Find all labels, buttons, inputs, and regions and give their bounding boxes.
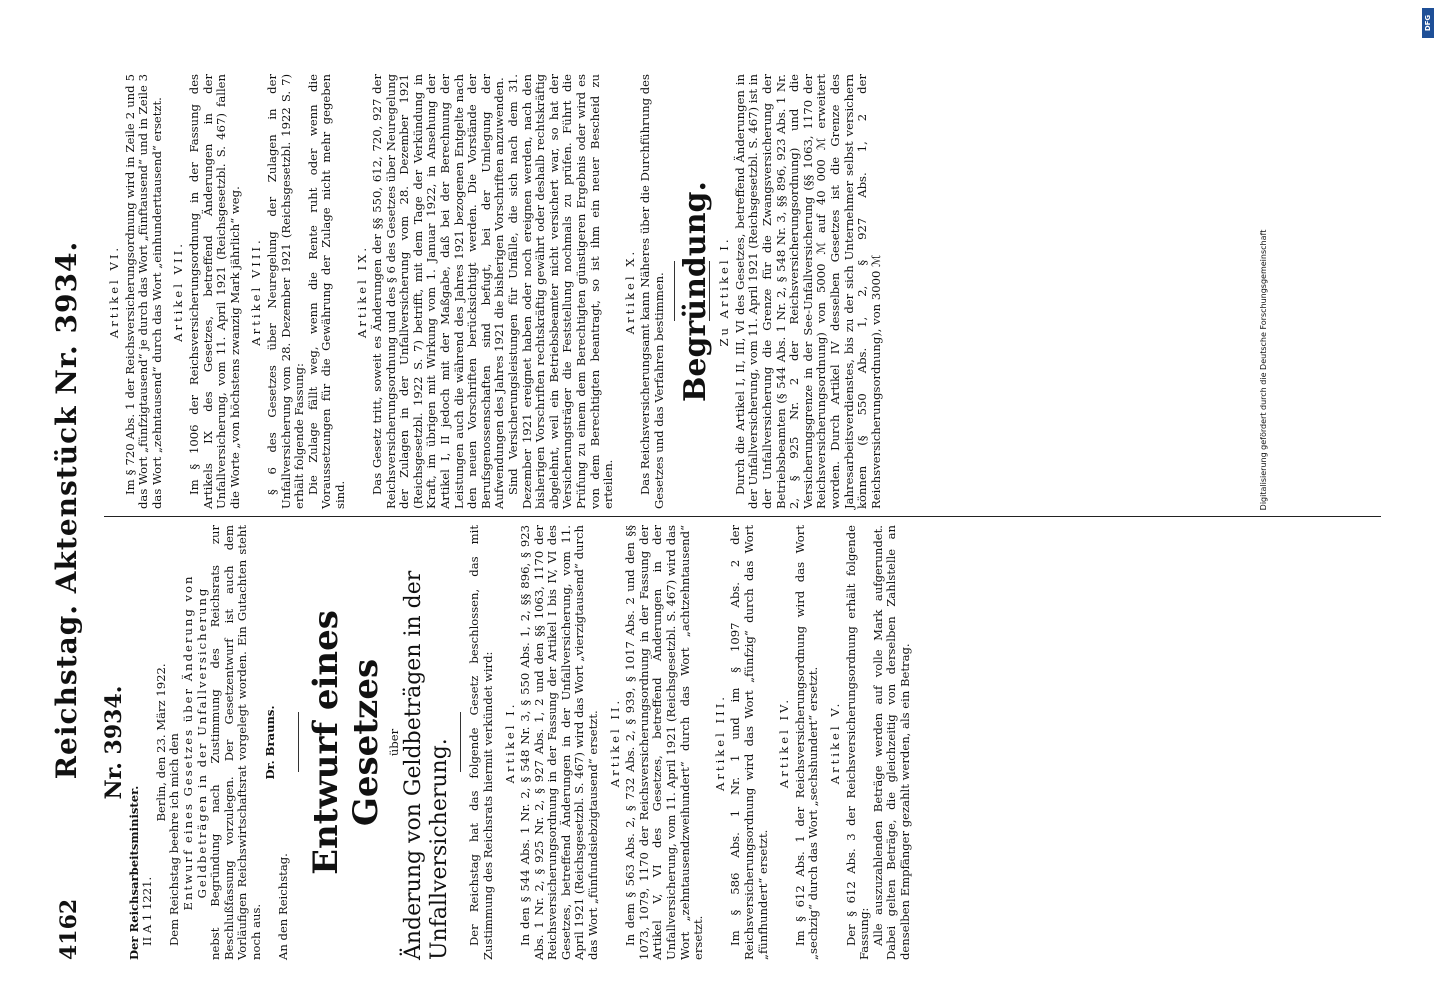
letter-opening: Dem Reichstag beehre ich mich den xyxy=(167,733,182,946)
date-line: Berlin, den 23. März 1922. xyxy=(153,663,168,822)
article-text: Alle auszuzahlenden Beträge werden auf volle Mark aufgerundet. Dabei gelten Beträge, die gleichzeitig von derselben Zahlstelle an denselben Empfänger gezahlt werden, als ein Betrag. xyxy=(870,525,912,960)
article-text: In dem § 563 Abs. 2, § 732 Abs. 2, § 939, § 1017 Abs. 2 und den §§ 1073, 1079, 1170 der Reichsversicherungsordnung in der Fassung der Artikel V, VI des Gesetzes, betreffend Änderungen in der Unfallversicherung, vom 11. April 1921 (Reichsgesetzbl. S. 467) wird das Wort „zehntausendzweihundert“ durch das Wort „achtzehntausend“ ersetzt. xyxy=(623,525,706,960)
article-heading: Artikel V. xyxy=(827,700,842,785)
article-text: Durch die Artikel I, II, III, VI des Gesetzes, betreffend Änderungen in der Unfallversicherung, vom 11. April 1921 (Reichsgesetzbl. S. 467) ist in der Unfallversicherung die Grenze für die Zwangsversicherung der Betriebsbeamten (§ 544 Abs. 1 Nr. 2, § 548 Nr. 3, §§ 896, 923 Abs. 1 Nr. 2, § 925 Nr. 2 der Reichsversicherungsordnung) und die Versicherungsgrenze in der See-Unfallversicherung (§§ 1063, 1170 der Reichsversicherungsordnung) von 5000 ℳ auf 40 000 ℳ erweitert worden. Durch Artikel IV desselben Gesetzes ist die Grenze des Jahresarbeitsverdienstes, bis zu der sich Unternehmer selbst versichern können (§ 550 Abs. 1, 2, § 927 Abs. 1, 2 der Reichsversicherungsordnung), von 3000 ℳ xyxy=(732,74,883,509)
page-number: 4162 xyxy=(56,898,82,960)
article-heading: Zu Artikel I. xyxy=(717,236,732,347)
running-head: Reichstag. Aktenstück Nr. 3934. xyxy=(50,240,83,780)
article-text: Das Reichsversicherungsamt kann Näheres über die Durchführung des Gesetzes und das Verfahren bestimmen. xyxy=(638,74,666,509)
column-divider xyxy=(104,516,1381,517)
article-text: Das Gesetz tritt, soweit es Änderungen der §§ 550, 612, 720, 927 der Reichsversicherungsordnung und des § 6 des Gesetzes über Neuregelung der Zulagen in der Unfallversicherung vom 28. Dezember 1921 (Reichsgesetzbl. 1922 S. 7) betrifft, mit dem Tage der Verkündung in Kraft, im übrigen mit Wirkung vom 1. Januar 1922, in Ansehung der Artikel I, II jedoch mit der Maßgabe, daß bei der Berechnung der Leistungen auch die während des Jahres 1921 bezogenen Entgelte nach den neuen Vorschriften berücksichtigt werden. Die Vorstände der Berufsgenossenschaften sind befugt, bei der Umlegung der Aufwendungen des Jahres 1921 die bisherigen Vorschriften anzuwenden. xyxy=(370,74,507,509)
article-text: In den § 544 Abs. 1 Nr. 2, § 548 Nr. 3, § 550 Abs. 1, 2, §§ 896, § 923 Abs. 1 Nr. 2, § 925 Nr. 2, § 927 Abs. 1, 2 und den §§ 1063, 1170 der Reichsversicherungsordnung in der Fassung der Artikel I bis IV, VI des Gesetzes, betreffend Änderungen in der Unfallversicherung, vom 11. April 1921 (Reichsgesetzbl. S. 467) wird das Wort „vierzigtausend“ durch das Wort „fünfundsiebzigtausend“ ersetzt. xyxy=(518,525,601,960)
article-heading: Artikel III. xyxy=(712,694,727,791)
article-text: § 6 des Gesetzes über Neuregelung der Zulagen in der Unfallversicherung vom 28. Dezember 1921 (Reichsgesetzbl. 1922 S. 7) erhält folgende Fassung: xyxy=(264,74,307,509)
ueber-line: über xyxy=(386,728,401,757)
article-text: Im § 720 Abs. 1 der Reichsversicherungsordnung wird in Zeile 2 und 5 das Wort „fünfzigtausend“ je durch das Wort „fünftausend“ und in Zeile 3 das Wort „zehntausend“ durch das Wort „einhunderttausend“ ersetzt. xyxy=(122,74,164,509)
article-heading: Artikel VII. xyxy=(171,241,186,342)
bill-subtitle: Änderung von Geldbeträgen in der Unfallversicherung. xyxy=(401,570,453,960)
reference: II A 1 1221. xyxy=(140,876,155,946)
document-number: Nr. 3934. xyxy=(101,685,127,800)
article-text: Im § 612 Abs. 1 der Reichsversicherungsordnung wird das Wort „sechzig“ durch das Wort „sechshundert“ ersetzt. xyxy=(792,525,821,960)
divider xyxy=(298,713,299,773)
bill-title-spaced: Entwurf eines Gesetzes über Änderung von Geldbeträgen in der Unfallversicherung xyxy=(180,574,209,911)
page-header xyxy=(50,60,86,960)
article-heading: Artikel VI. xyxy=(107,244,121,339)
signature: Dr. Brauns. xyxy=(262,705,277,780)
left-column xyxy=(101,525,1375,960)
divider xyxy=(674,262,675,322)
dfg-logo xyxy=(1422,8,1434,38)
bill-title: Entwurf eines Gesetzes xyxy=(305,610,386,875)
rotated-page xyxy=(40,60,1385,960)
article-heading: Artikel IX. xyxy=(354,244,369,339)
article-heading: Artikel I. xyxy=(502,701,517,784)
article-text: Im § 586 Abs. 1 Nr. 1 und im § 1097 Abs. 2 der Reichsversicherungsordnung wird das Wort „fünfzig“ durch das Wort „fünfhundert“ ersetzt. xyxy=(728,525,770,960)
article-heading: Artikel II. xyxy=(607,697,622,788)
dfg-logo-text: DFG xyxy=(1424,14,1432,32)
digitization-note: Digitalisierung gefördert durch die Deutsche Forschungsgemeinschaft xyxy=(1259,229,1268,511)
begruendung-title: Begründung. xyxy=(677,181,713,402)
sender: Der Reichsarbeitsminister. xyxy=(126,785,141,960)
article-text: Der § 612 Abs. 3 der Reichsversicherungsordnung erhält folgende Fassung: xyxy=(843,525,872,960)
letter-body: nebst Begründung nach Zustimmung des Reichsrats zur Beschlußfassung vorzulegen. Der Gesetzentwurf ist auch dem Vorläufigen Reichswirtschaftsrat vorgelegt worden. Ein Gutachten steht noch aus. xyxy=(208,525,263,960)
addressee: An den Reichstag. xyxy=(276,853,291,960)
right-column xyxy=(108,74,1375,509)
preamble: Der Reichstag hat das folgende Gesetz beschlossen, das mit Zustimmung des Reichsrats hiermit verkündet wird: xyxy=(467,525,495,960)
article-text: Sind Versicherungsleistungen für Unfälle, die sich nach dem 31. Dezember 1921 ereignet haben oder noch ereignen werden, nach den bisherigen Vorschriften rechtskräftig gewährt oder deshalb rechtskräftig abgelehnt, weil ein Betriebsbeamter nicht versichert war, so hat der Versicherungsträger die Feststellung nochmals zu prüfen. Führt die Prüfung zu einem dem Berechtigten günstigeren Ergebnis oder wird es von dem Berechtigten beantragt, so ist ihm ein neuer Bescheid zu erteilen. xyxy=(506,74,616,509)
article-text: Die Zulage fällt weg, wenn die Rente ruht oder wenn die Voraussetzungen für die Gewährung der Zulage nicht mehr gegeben sind. xyxy=(305,74,347,509)
article-heading: Artikel IV. xyxy=(777,696,792,789)
divider xyxy=(460,713,461,773)
article-text: Im § 1006 der Reichsversicherungsordnung in der Fassung des Artikels IX des Gesetzes, betreffend Änderungen in der Unfallversicherung, vom 11. April 1921 (Reichsgesetzbl. S. 467) fallen die Worte „von höchstens zwanzig Mark jährlich“ weg. xyxy=(186,74,242,509)
article-heading: Artikel X. xyxy=(622,248,637,335)
article-heading: Artikel VIII. xyxy=(249,237,264,346)
